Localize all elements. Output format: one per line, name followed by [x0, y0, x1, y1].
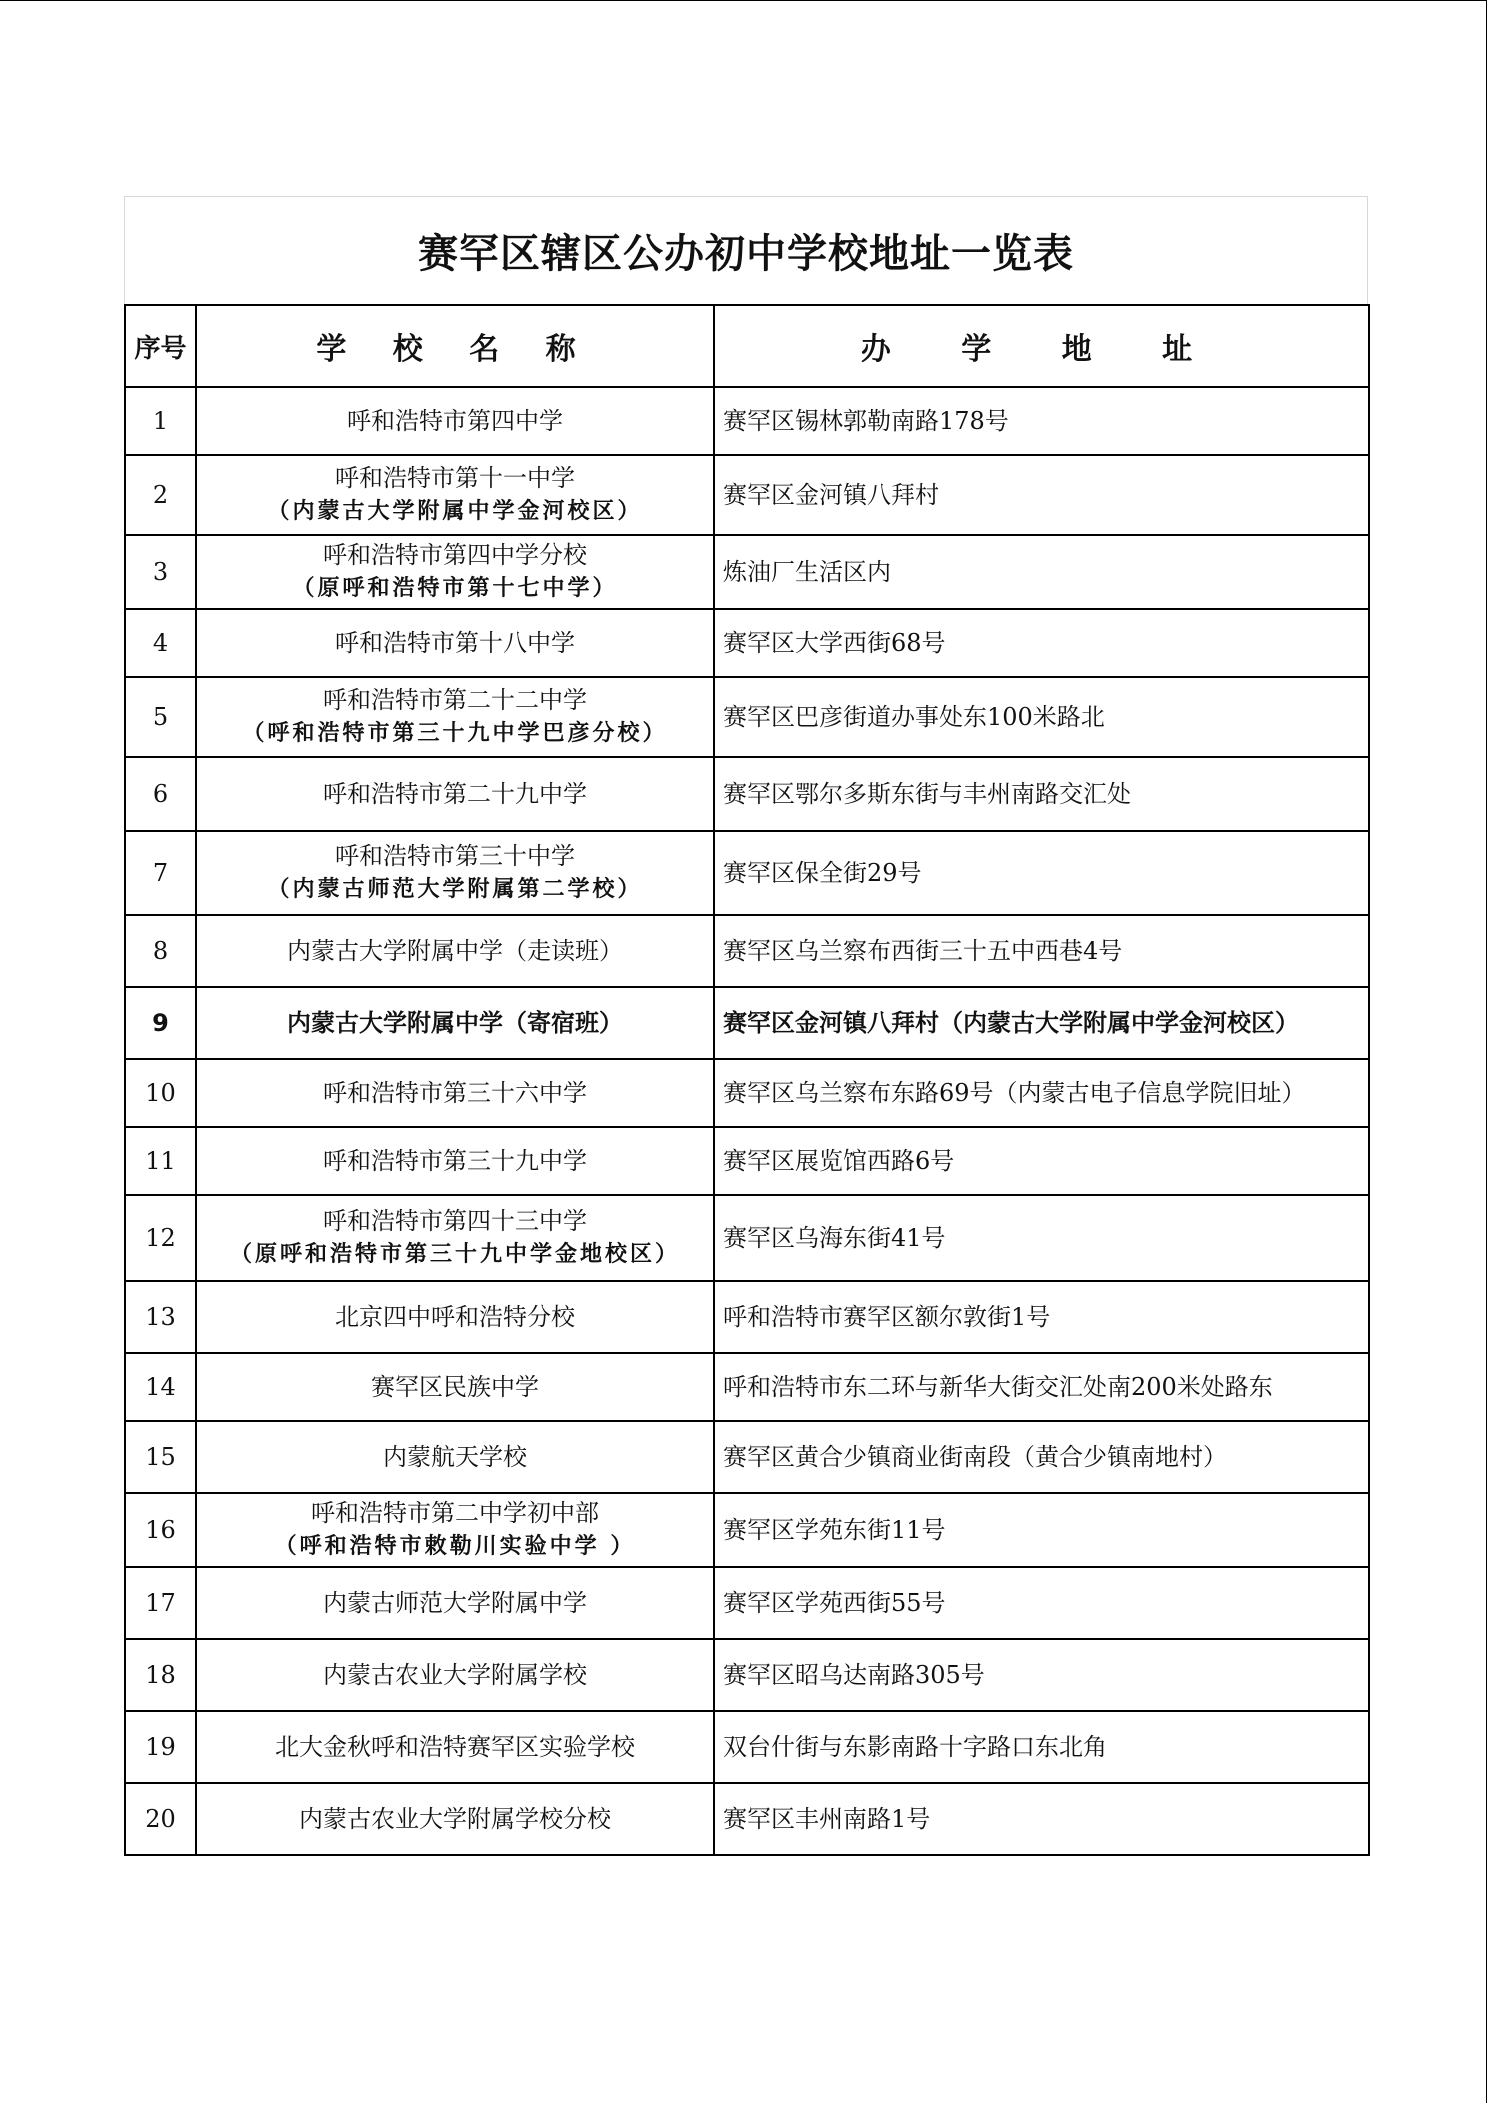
- school-address: 赛罕区学苑西街55号: [714, 1567, 1369, 1639]
- school-alias: （原呼和浩特市第三十九中学金地校区）: [229, 1242, 680, 1267]
- school-name: 呼和浩特市第四十三中学: [323, 1207, 587, 1235]
- table-row: [125, 1281, 1369, 1353]
- school-name: 呼和浩特市第四中学分校: [323, 541, 587, 569]
- table-row: [125, 1493, 1369, 1567]
- table-row: [125, 1353, 1369, 1421]
- address-sheet: [124, 196, 1368, 1856]
- row-number: 19: [125, 1711, 196, 1783]
- table-row: [125, 1059, 1369, 1127]
- school-address: 赛罕区学苑东街11号: [714, 1493, 1369, 1567]
- school-name-cell: [196, 831, 714, 915]
- row-number: 5: [125, 677, 196, 757]
- row-number: 16: [125, 1493, 196, 1567]
- school-name: 内蒙古大学附属中学（寄宿班）: [287, 1009, 623, 1037]
- table-row: [125, 387, 1369, 455]
- row-number: 15: [125, 1421, 196, 1493]
- school-name: 呼和浩特市第三十六中学: [323, 1079, 587, 1107]
- school-address: 赛罕区昭乌达南路305号: [714, 1639, 1369, 1711]
- school-alias: （原呼和浩特市第十七中学）: [292, 576, 618, 601]
- table-row: [125, 915, 1369, 987]
- row-number: 7: [125, 831, 196, 915]
- row-number: 4: [125, 609, 196, 677]
- table-row: [125, 1421, 1369, 1493]
- school-name-cell: [196, 915, 714, 987]
- table-row: [125, 1711, 1369, 1783]
- school-name: 北京四中呼和浩特分校: [335, 1303, 575, 1331]
- header-address: 办 学 地 址: [714, 305, 1369, 387]
- row-number: 9: [125, 987, 196, 1059]
- title-box: [124, 196, 1368, 304]
- school-alias: （内蒙古大学附属中学金河校区）: [267, 499, 643, 524]
- school-name: 呼和浩特市第十八中学: [335, 629, 575, 657]
- row-number: 8: [125, 915, 196, 987]
- school-alias: （呼和浩特市第三十九中学巴彦分校）: [242, 721, 668, 746]
- school-address: 呼和浩特市东二环与新华大街交汇处南200米处路东: [714, 1353, 1369, 1421]
- row-number: 17: [125, 1567, 196, 1639]
- row-number: 11: [125, 1127, 196, 1195]
- school-address: 呼和浩特市赛罕区额尔敦街1号: [714, 1281, 1369, 1353]
- row-number: 13: [125, 1281, 196, 1353]
- school-name: 呼和浩特市第十一中学: [335, 464, 575, 492]
- table-row: [125, 987, 1369, 1059]
- school-name-cell: [196, 1639, 714, 1711]
- school-address: 赛罕区乌兰察布西街三十五中西巷4号: [714, 915, 1369, 987]
- school-name: 呼和浩特市第二十九中学: [323, 780, 587, 808]
- school-name-cell: [196, 677, 714, 757]
- school-address: 炼油厂生活区内: [714, 535, 1369, 609]
- school-name-cell: [196, 387, 714, 455]
- table-row: [125, 609, 1369, 677]
- school-name: 内蒙航天学校: [383, 1443, 527, 1471]
- school-name-cell: [196, 1059, 714, 1127]
- school-name: 内蒙古农业大学附属学校: [323, 1661, 587, 1689]
- table-row: [125, 831, 1369, 915]
- header-number: 序号: [125, 305, 196, 387]
- school-name-cell: [196, 1127, 714, 1195]
- school-name-cell: [196, 1783, 714, 1855]
- school-name-cell: [196, 1711, 714, 1783]
- school-address: 赛罕区金河镇八拜村（内蒙古大学附属中学金河校区）: [714, 987, 1369, 1059]
- school-name-cell: [196, 1567, 714, 1639]
- row-number: 18: [125, 1639, 196, 1711]
- school-alias: （内蒙古师范大学附属第二学校）: [267, 877, 643, 902]
- table-row: [125, 677, 1369, 757]
- row-number: 1: [125, 387, 196, 455]
- row-number: 12: [125, 1195, 196, 1281]
- school-address: 赛罕区乌海东街41号: [714, 1195, 1369, 1281]
- school-address: 赛罕区保全街29号: [714, 831, 1369, 915]
- table-row: [125, 1567, 1369, 1639]
- table-row: [125, 1127, 1369, 1195]
- school-name: 内蒙古师范大学附属中学: [323, 1589, 587, 1617]
- school-name: 呼和浩特市第四中学: [347, 407, 563, 435]
- school-name-cell: [196, 455, 714, 535]
- school-name-cell: [196, 1353, 714, 1421]
- school-address: 赛罕区丰州南路1号: [714, 1783, 1369, 1855]
- school-name: 呼和浩特市第二中学初中部: [311, 1499, 599, 1527]
- header-school-name: 学 校 名 称: [196, 305, 714, 387]
- school-name: 呼和浩特市第三十中学: [335, 842, 575, 870]
- school-name: 赛罕区民族中学: [371, 1373, 539, 1401]
- school-name: 内蒙古大学附属中学（走读班）: [287, 937, 623, 965]
- school-address: 赛罕区金河镇八拜村: [714, 455, 1369, 535]
- school-name-cell: [196, 987, 714, 1059]
- school-name-cell: [196, 757, 714, 831]
- school-name-cell: [196, 1281, 714, 1353]
- school-address: 赛罕区展览馆西路6号: [714, 1127, 1369, 1195]
- school-address: 赛罕区巴彦街道办事处东100米路北: [714, 677, 1369, 757]
- table-row: [125, 455, 1369, 535]
- row-number: 20: [125, 1783, 196, 1855]
- row-number: 6: [125, 757, 196, 831]
- school-name-cell: [196, 1493, 714, 1567]
- school-address: 赛罕区大学西街68号: [714, 609, 1369, 677]
- table-row: [125, 1639, 1369, 1711]
- school-address: 赛罕区鄂尔多斯东街与丰州南路交汇处: [714, 757, 1369, 831]
- table-row: [125, 535, 1369, 609]
- school-name: 北大金秋呼和浩特赛罕区实验学校: [275, 1733, 635, 1761]
- row-number: 14: [125, 1353, 196, 1421]
- school-address: 赛罕区黄合少镇商业街南段（黄合少镇南地村）: [714, 1421, 1369, 1493]
- school-address: 赛罕区锡林郭勒南路178号: [714, 387, 1369, 455]
- table-row: [125, 1783, 1369, 1855]
- school-table: [124, 304, 1370, 1856]
- school-name: 呼和浩特市第二十二中学: [323, 686, 587, 714]
- school-name: 呼和浩特市第三十九中学: [323, 1147, 587, 1175]
- school-alias: （呼和浩特市敕勒川实验中学 ）: [274, 1534, 636, 1559]
- row-number: 3: [125, 535, 196, 609]
- school-name-cell: [196, 535, 714, 609]
- school-name-cell: [196, 1421, 714, 1493]
- school-address: 双台什街与东影南路十字路口东北角: [714, 1711, 1369, 1783]
- header-row: [125, 305, 1369, 387]
- table-row: [125, 757, 1369, 831]
- school-name-cell: [196, 1195, 714, 1281]
- row-number: 2: [125, 455, 196, 535]
- school-name: 内蒙古农业大学附属学校分校: [299, 1805, 611, 1833]
- table-row: [125, 1195, 1369, 1281]
- row-number: 10: [125, 1059, 196, 1127]
- school-address: 赛罕区乌兰察布东路69号（内蒙古电子信息学院旧址）: [714, 1059, 1369, 1127]
- school-name-cell: [196, 609, 714, 677]
- page-title: 赛罕区辖区公办初中学校地址一览表: [418, 231, 1074, 277]
